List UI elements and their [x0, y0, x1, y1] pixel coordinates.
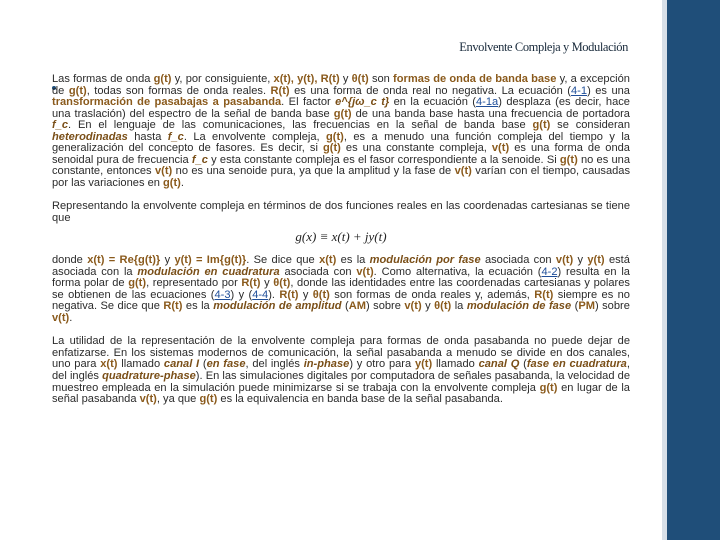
math-term: R(t) — [270, 84, 290, 97]
math-term: f_c — [52, 119, 69, 132]
highlight-term: quadrature-phase — [102, 370, 196, 383]
math-term: g(t) — [163, 176, 181, 189]
text-span: . El factor — [281, 96, 331, 109]
text-span: , es a menudo una función compleja del tiempo y la generalización del concepto de fasores. Es decir, si — [52, 130, 630, 155]
math-term: v(t) — [52, 311, 70, 324]
text-span: ) desplaza (es decir, hace una traslación) del espectro de la señal de banda base — [52, 96, 630, 120]
math-term: g(t) — [539, 381, 558, 394]
equation-link-4-2[interactable]: 4-2 — [541, 265, 558, 278]
math-term: R(t) — [279, 288, 299, 301]
text-span: . — [69, 311, 73, 324]
text-span: y, a excepción de — [52, 73, 630, 97]
highlight-term: heterodinadas — [52, 130, 128, 143]
text-span: y, por consiguiente, — [174, 73, 271, 85]
math-term: θ(t) — [312, 288, 330, 301]
math-term: θ(t) — [273, 277, 291, 290]
highlight-term: modulación en cuadratura — [137, 265, 280, 278]
text-span: ) y ( — [230, 288, 253, 301]
highlight-term: en fase — [206, 358, 246, 371]
text-span: ) resulta en la forma polar de — [52, 265, 630, 290]
paragraph-3 — [52, 255, 630, 324]
math-term: v(t) — [155, 165, 173, 178]
text-span: ) sobre — [366, 300, 401, 313]
math-term: v(t) — [139, 393, 157, 406]
math-term: y(t) = Im{g(t)} — [174, 254, 247, 267]
math-term: v(t) — [491, 142, 510, 155]
math-term: v(t) — [555, 254, 574, 267]
highlight-term: modulación de fase — [466, 300, 572, 313]
text-span: asociada con — [284, 265, 352, 278]
math-term: θ(t) — [351, 73, 369, 85]
text-span: ) sobre — [594, 300, 630, 313]
equation-link-4-1a[interactable]: 4-1a — [475, 96, 499, 109]
text-span: , ya que — [156, 393, 197, 406]
text-span: se consideran — [557, 119, 630, 132]
math-term: g(t) — [559, 153, 578, 166]
text-span: no es una senoide pura, ya que la amplitud y la fase de — [175, 165, 452, 178]
highlight-term: formas de onda de banda base — [393, 73, 557, 85]
text-span: y esta constante compleja es el fasor correspondiente a la senoide. Si — [211, 153, 557, 166]
text-span: es una constante compleja, — [345, 142, 487, 155]
math-term: v(t) — [404, 300, 422, 313]
math-term: y(t) — [414, 358, 433, 371]
text-span: y — [164, 254, 171, 267]
text-span: . Como alternativa, la ecuación ( — [373, 265, 542, 278]
text-span: llamado — [435, 358, 475, 371]
math-term: f_c — [167, 130, 184, 143]
math-term: x(t) = Re{g(t)} — [87, 254, 161, 267]
text-span: Las formas de onda — [52, 73, 151, 85]
text-span: es la equivalencia en banda base de la señal pasabanda. — [220, 393, 503, 406]
text-span: , todas son formas de onda reales. — [86, 84, 267, 97]
text-span: son — [371, 73, 390, 85]
text-span: y — [302, 288, 309, 301]
math-term: x(t), y(t), R(t) — [273, 73, 340, 85]
text-span: , representado por — [146, 277, 238, 290]
math-term: g(t) — [128, 277, 147, 290]
math-term: θ(t) — [434, 300, 452, 313]
equation-link-4-1[interactable]: 4-1 — [571, 84, 588, 97]
text-span: La utilidad de la representación de la envolvente compleja para formas de onda pasabanda no puede dejar de enfatizarse. En los sistemas modernos de comunicación, la señal pasabanda a menudo se divide en dos canales, uno para — [52, 335, 630, 371]
highlight-term: modulación por fase — [369, 254, 481, 267]
text-span: ( — [202, 358, 207, 371]
paragraph-4 — [52, 336, 630, 405]
math-term: R(t) — [534, 288, 554, 301]
text-span: varían con el tiempo, causadas por las variaciones en — [52, 165, 631, 189]
text-span: asociada con — [484, 254, 552, 267]
math-term: g(t) — [68, 84, 87, 97]
paragraph-2 — [52, 201, 630, 224]
text-span: de una banda base hasta una frecuencia de portadora — [355, 107, 630, 120]
math-term: g(t) — [333, 107, 352, 120]
highlight-term: canal I — [163, 358, 200, 371]
text-span: siempre es no negativa. Se dice que — [52, 288, 630, 313]
abbreviation: PM — [578, 300, 595, 313]
text-span: es la — [340, 254, 366, 267]
math-term: y(t) — [587, 254, 605, 267]
text-span: hasta — [134, 130, 162, 143]
text-span: y — [577, 254, 584, 267]
math-term: g(t) — [326, 130, 344, 143]
highlight-term: fase en cuadratura — [526, 358, 627, 371]
text-span: ) es una — [587, 84, 630, 97]
text-span: , del inglés — [52, 358, 630, 383]
text-span: ). — [268, 288, 276, 301]
math-term: v(t) — [454, 165, 472, 178]
math-term: f_c — [191, 153, 208, 166]
text-span: son formas de onda reales y, además, — [334, 288, 530, 301]
text-span: ( — [574, 300, 579, 313]
math-term: x(t) — [100, 358, 118, 371]
text-span: no es una constante, entonces — [52, 153, 630, 178]
text-span: en la ecuación ( — [393, 96, 476, 109]
math-term: R(t) — [163, 300, 183, 313]
highlight-term: canal Q — [478, 358, 520, 371]
math-term: x(t) — [319, 254, 337, 267]
text-span: está asociada con la — [52, 254, 630, 278]
equation-link-4-3[interactable]: 4-3 — [214, 288, 231, 301]
highlight-term: modulación de amplitud — [213, 300, 342, 313]
math-term: R(t) — [241, 277, 261, 290]
text-span: Representando la envolvente compleja en términos de dos funciones reales en las coordenadas cartesianas se tiene que — [52, 200, 630, 225]
text-span: , del inglés — [245, 358, 300, 371]
text-span: es una forma de onda real no negativa. La ecuación ( — [294, 84, 572, 97]
text-span: donde — [52, 254, 83, 267]
math-term: g(t) — [322, 142, 341, 155]
text-span: es la — [185, 300, 210, 313]
abbreviation: AM — [348, 300, 366, 313]
equation-link-4-4[interactable]: 4-4 — [252, 288, 269, 301]
text-span: . — [180, 176, 184, 189]
text-span: . Se dice que — [246, 254, 315, 267]
text-span: la — [454, 300, 464, 313]
math-term: g(t) — [532, 119, 551, 132]
slide-content — [52, 74, 630, 418]
math-term: g(t) — [199, 393, 218, 406]
text-span: ). En las simulaciones digitales por computadora de señales pasabanda, la velocidad de muestreo empleada en la simulación puede minimizarse si se trabaja con la envolvente compleja — [52, 370, 630, 394]
slide-title: Envolvente Compleja y Modulación — [459, 40, 628, 54]
text-span: en lugar de la señal pasabanda — [52, 381, 630, 406]
text-span: es una forma de onda senoidal pura de frecuencia — [52, 142, 630, 166]
text-span: . En el lenguaje de las comunicaciones, las frecuencias en la señal de banda base — [68, 119, 526, 132]
math-term: g(t) — [153, 73, 172, 85]
highlight-term: transformación de pasabajas a pasabanda — [52, 96, 282, 109]
text-span: llamado — [121, 358, 161, 371]
math-term: e^{jω_c t} — [335, 96, 390, 109]
paragraph-1 — [52, 74, 630, 189]
text-span: y — [342, 73, 349, 85]
text-span: ( — [523, 358, 527, 371]
text-span: , donde las identidades entre las coordenadas cartesianas y polares se obtienen de las ecuaciones ( — [52, 277, 630, 301]
equation-complex-envelope: g(x) ≡ x(t) + jy(t) — [295, 228, 387, 244]
math-term: v(t) — [356, 265, 374, 278]
highlight-term: in-phase — [303, 358, 350, 371]
text-span: y — [264, 277, 270, 290]
text-span: y — [425, 300, 431, 313]
text-span: ( — [345, 300, 349, 313]
text-span: ) y otro para — [349, 358, 412, 371]
side-stripe-dark — [667, 0, 720, 540]
text-span: . La envolvente compleja, — [183, 130, 320, 143]
